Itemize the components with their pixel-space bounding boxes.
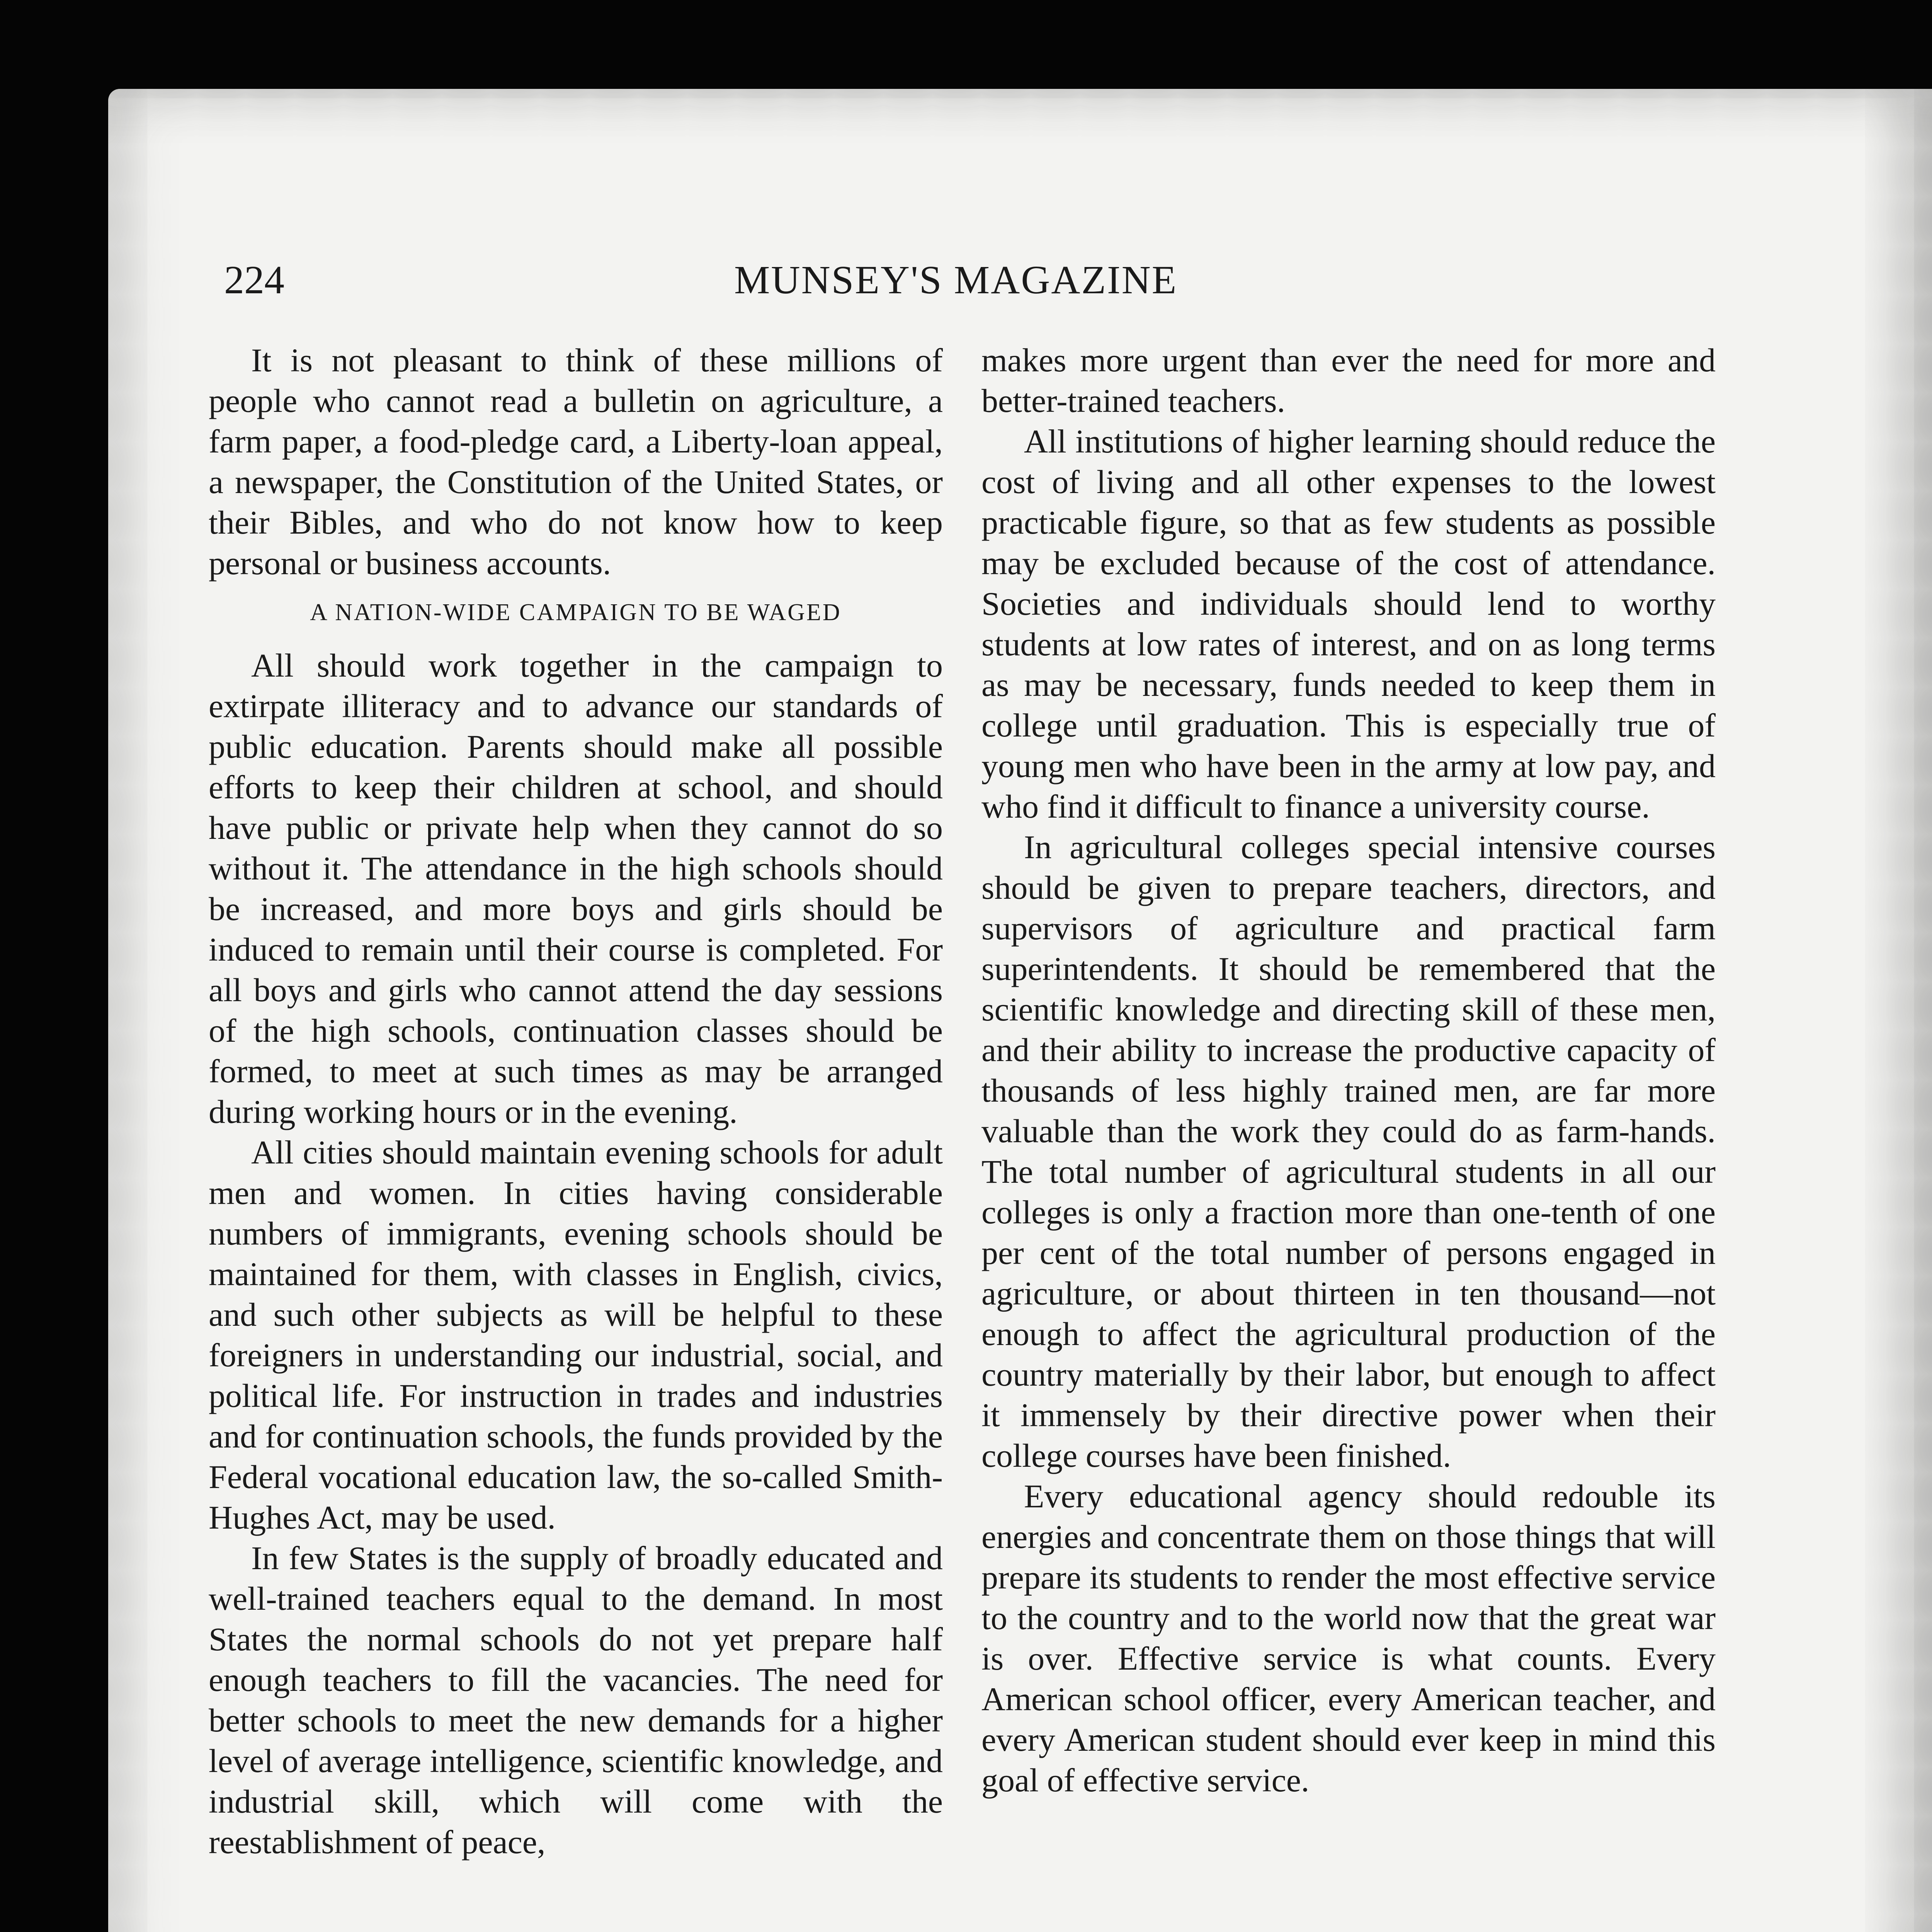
paragraph: In agricultural colleges special intensive courses should be given to prepare teachers, directors, and supervisors of agriculture and practical farm superintendents. It should be remembered that the scientific knowledge and directing skill of these men, and their ability to increase the productive capacity of thousands of less highly trained men, are far more valuable than the work they could do as farm-hands. The total number of agricultural students in all our colleges is only a fraction more than one-tenth of one per cent of the total number of persons engaged in agriculture, or about thirteen in ten thousand—not enough to affect the agricultural production of the country materially by their labor, but enough to affect it immensely by their directive power when their college courses have been finished. [981,828,1716,1474]
right-column [981,340,1716,1801]
paragraph: It is not pleasant to think of these millions of people who cannot read a bulletin on agriculture, a farm paper, a food-pledge card, a Liberty-loan appeal, a newspaper, the Constitution of the United States, or their Bibles, and who do not know how to keep personal or business accounts. [209,342,943,582]
running-head: MUNSEY'S MAGAZINE [734,258,1178,302]
left-column [209,340,943,1862]
page-number: 224 [224,258,284,302]
paragraph: All cities should maintain evening schools for adult men and women. In cities having considerable numbers of immigrants, evening schools should be maintained for them, with classes in English, civics, and such other subjects as will be helpful to these foreigners in understanding our industrial, social, and political life. For instruction in trades and industries and for continuation schools, the funds provided by the Federal vocational education law, the so-called Smith-Hughes Act, may be used. [209,1134,943,1536]
section-heading: A NATION-WIDE CAMPAIGN TO BE WAGED [310,599,842,626]
paragraph: All institutions of higher learning should reduce the cost of living and all other expenses to the lowest practicable figure, so that as few students as possible may be excluded because of the cost of attendance. Societies and individuals should lend to worthy students at low rates of interest, and on as long terms as may be necessary, funds needed to keep them in college until graduation. This is especially true of young men who have been in the army at low pay, and who find it difficult to finance a university course. [981,423,1716,825]
paragraph: In few States is the supply of broadly educated and well-trained teachers equal to the demand. In most States the normal schools do not yet prepare half enough teachers to fill the vacancies. The need for better schools to meet the new demands for a higher level of average intelligence, scientific knowledge, and industrial skill, which will come with the reestablishment of peace, [209,1539,943,1861]
paragraph: Every educational agency should redouble its energies and concentrate them on those things that will prepare its students to render the most effective service to the country and to the world now that the great war is over. Effective service is what counts. Every American school officer, every American teacher, and every American student should ever keep in mind this goal of effective service. [981,1478,1716,1799]
paragraph: makes more urgent than ever the need for more and better-trained teachers. [981,342,1716,419]
paragraph: All should work together in the campaign to extirpate illiteracy and to advance our standards of public education. Parents should make all possible efforts to keep their children at school, and should have public or private help when they cannot do so without it. The attendance in the high schools should be increased, and more boys and girls should be induced to remain until their course is completed. For all boys and girls who cannot attend the day sessions of the high schools, continuation classes should be formed, to meet at such times as may be arranged during working hours or in the evening. [209,647,943,1130]
